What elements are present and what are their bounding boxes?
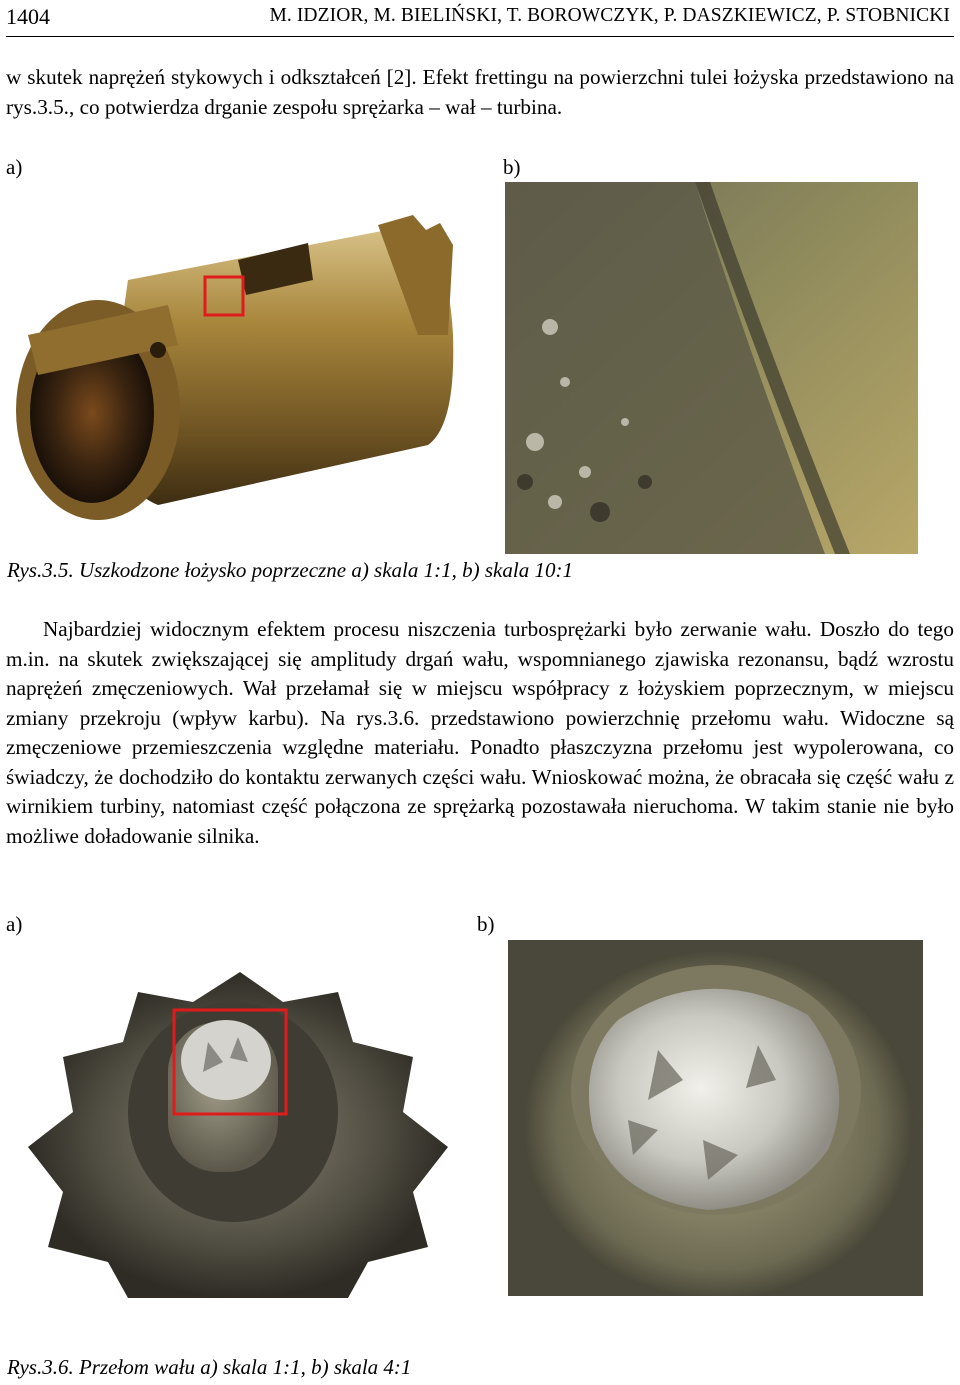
photo-bearing-sleeve-1-1	[8, 185, 484, 525]
paragraph-intro: w skutek naprężeń stykowych i odkształceń [2]. Efekt frettingu na powierzchni tulei łożyska przedstawiono na rys.3.5., co potwierdza drganie zespołu sprężarka – wał – turbina.	[6, 65, 954, 119]
paragraph-shaft-fracture: Najbardziej widocznym efektem procesu niszczenia turbosprężarki było zerwanie wału. Doszło do tego m.in. na skutek zwiększającej się amplitudy drgań wału, wspomnianego zjawiska rezonansu, bądź wzrostu naprężeń zmęczeniowych. Wał przełamał się w miejscu współpracy z łożyskiem poprzecznym, w miejscu zmiany przekroju (wpływ karbu). Na rys.3.6. przedstawiono powierzchnię przełomu wału. Widoczne są zmęczeniowe przemieszczenia względne materiału. Ponadto płaszczyzna przełomu jest wypolerowana, co świadczy, że dochodziło do kontaktu zerwanych części wału. Wnioskować można, że obracała się część wału z wirnikiem turbiny, natomiast część połączona ze sprężarką pozostawała nieruchoma. W takim stanie nie było możliwe doładowanie silnika.	[6, 617, 954, 848]
photo-shaft-fracture-4-1	[508, 940, 923, 1296]
photo-fretting-surface-10-1	[505, 182, 918, 554]
figure-3-5-label-a: a)	[6, 155, 23, 179]
figure-3-5-label-b: b)	[503, 155, 521, 179]
running-header-authors: M. IDZIOR, M. BIELIŃSKI, T. BOROWCZYK, P. DASZKIEWICZ, P. STOBNICKI	[269, 5, 950, 26]
photo-shaft-fracture-1-1	[8, 962, 474, 1298]
figure-3-6-caption: Rys.3.6. Przełom wału a) skala 1:1, b) skala 4:1	[7, 1355, 412, 1379]
figure-3-6-label-a: a)	[6, 912, 23, 936]
running-header	[6, 2, 954, 37]
page-number: 1404	[6, 4, 50, 29]
figure-3-6-label-b: b)	[477, 912, 495, 936]
figure-3-5-caption: Rys.3.5. Uszkodzone łożysko poprzeczne a) skala 1:1, b) skala 10:1	[7, 558, 573, 582]
